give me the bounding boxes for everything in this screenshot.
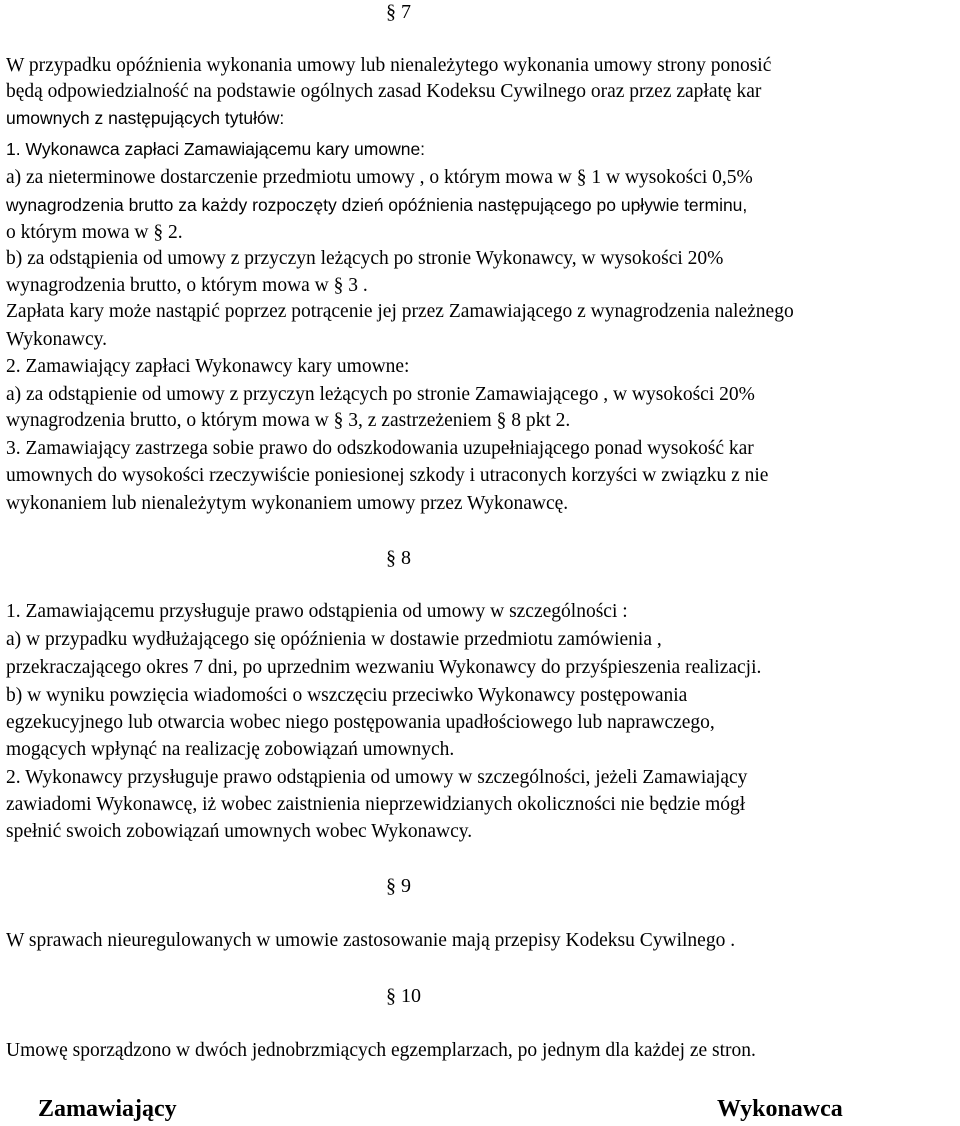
- paragraph-7-line: wynagrodzenia brutto za każdy rozpoczęty dzień opóźnienia następującego po upływie terminu,: [6, 195, 748, 215]
- section-heading-8: § 8: [386, 547, 411, 569]
- paragraph-7-line: Wykonawcy.: [6, 329, 107, 350]
- paragraph-8-line: mogących wpłynąć na realizację zobowiązań umownych.: [6, 739, 455, 760]
- paragraph-7-line: o którym mowa w § 2.: [6, 222, 183, 243]
- paragraph-8-line: egzekucyjnego lub otwarcia wobec niego postępowania upadłościowego lub naprawczego,: [6, 712, 715, 733]
- section-heading-9: § 9: [386, 875, 411, 897]
- section-heading-7: § 7: [386, 1, 411, 23]
- paragraph-9-text: W sprawach nieuregulowanych w umowie zastosowanie mają przepisy Kodeksu Cywilnego .: [6, 930, 736, 951]
- paragraph-7-line: wynagrodzenia brutto, o którym mowa w § 3 .: [6, 275, 368, 296]
- paragraph-8-line: a) w przypadku wydłużającego się opóźnienia w dostawie przedmiotu zamówienia ,: [6, 629, 662, 650]
- paragraph-7-line: 1. Wykonawca zapłaci Zamawiającemu kary umowne:: [6, 139, 426, 159]
- paragraph-8-line: spełnić swoich zobowiązań umownych wobec Wykonawcy.: [6, 821, 473, 842]
- paragraph-7-line: Zapłata kary może nastąpić poprzez potrącenie jej przez Zamawiającego z wynagrodzenia należnego: [6, 301, 794, 322]
- paragraph-7-line: umownych z następujących tytułów:: [6, 108, 285, 128]
- paragraph-7-line: a) za odstąpienie od umowy z przyczyn leżących po stronie Zamawiającego , w wysokości 20%: [6, 384, 755, 405]
- paragraph-8-line: 2. Wykonawcy przysługuje prawo odstąpienia od umowy w szczególności, jeżeli Zamawiający: [6, 767, 748, 788]
- signature-label-client: Zamawiający: [38, 1096, 177, 1122]
- signature-label-contractor: Wykonawca: [717, 1096, 843, 1122]
- paragraph-7-line: W przypadku opóźnienia wykonania umowy lub nienależytego wykonania umowy strony ponosić: [6, 55, 772, 76]
- paragraph-7-line: 3. Zamawiający zastrzega sobie prawo do odszkodowania uzupełniającego ponad wysokość kar: [6, 438, 754, 459]
- paragraph-7-line: wykonaniem lub nienależytym wykonaniem umowy przez Wykonawcę.: [6, 493, 569, 514]
- paragraph-7-line: wynagrodzenia brutto, o którym mowa w § 3, z zastrzeżeniem § 8 pkt 2.: [6, 410, 571, 431]
- paragraph-7-line: umownych do wysokości rzeczywiście poniesionej szkody i utraconych korzyści w związku z nie: [6, 465, 769, 486]
- paragraph-7-line: 2. Zamawiający zapłaci Wykonawcy kary umowne:: [6, 356, 410, 377]
- paragraph-10-text: Umowę sporządzono w dwóch jednobrzmiących egzemplarzach, po jednym dla każdej ze stron.: [6, 1040, 756, 1061]
- paragraph-7-line: będą odpowiedzialność na podstawie ogólnych zasad Kodeksu Cywilnego oraz przez zapłatę kar: [6, 81, 762, 102]
- paragraph-7-line: a) za nieterminowe dostarczenie przedmiotu umowy , o którym mowa w § 1 w wysokości 0,5%: [6, 167, 753, 188]
- section-heading-10: § 10: [386, 985, 421, 1007]
- paragraph-8-line: zawiadomi Wykonawcę, iż wobec zaistnienia nieprzewidzianych okoliczności nie będzie mógł: [6, 794, 746, 815]
- paragraph-8-line: b) w wyniku powzięcia wiadomości o wszczęciu przeciwko Wykonawcy postępowania: [6, 685, 688, 706]
- paragraph-8-line: przekraczającego okres 7 dni, po uprzednim wezwaniu Wykonawcy do przyśpieszenia realizacji.: [6, 657, 762, 678]
- paragraph-8-line: 1. Zamawiającemu przysługuje prawo odstąpienia od umowy w szczególności :: [6, 601, 628, 622]
- paragraph-7-line: b) za odstąpienia od umowy z przyczyn leżących po stronie Wykonawcy, w wysokości 20%: [6, 248, 724, 269]
